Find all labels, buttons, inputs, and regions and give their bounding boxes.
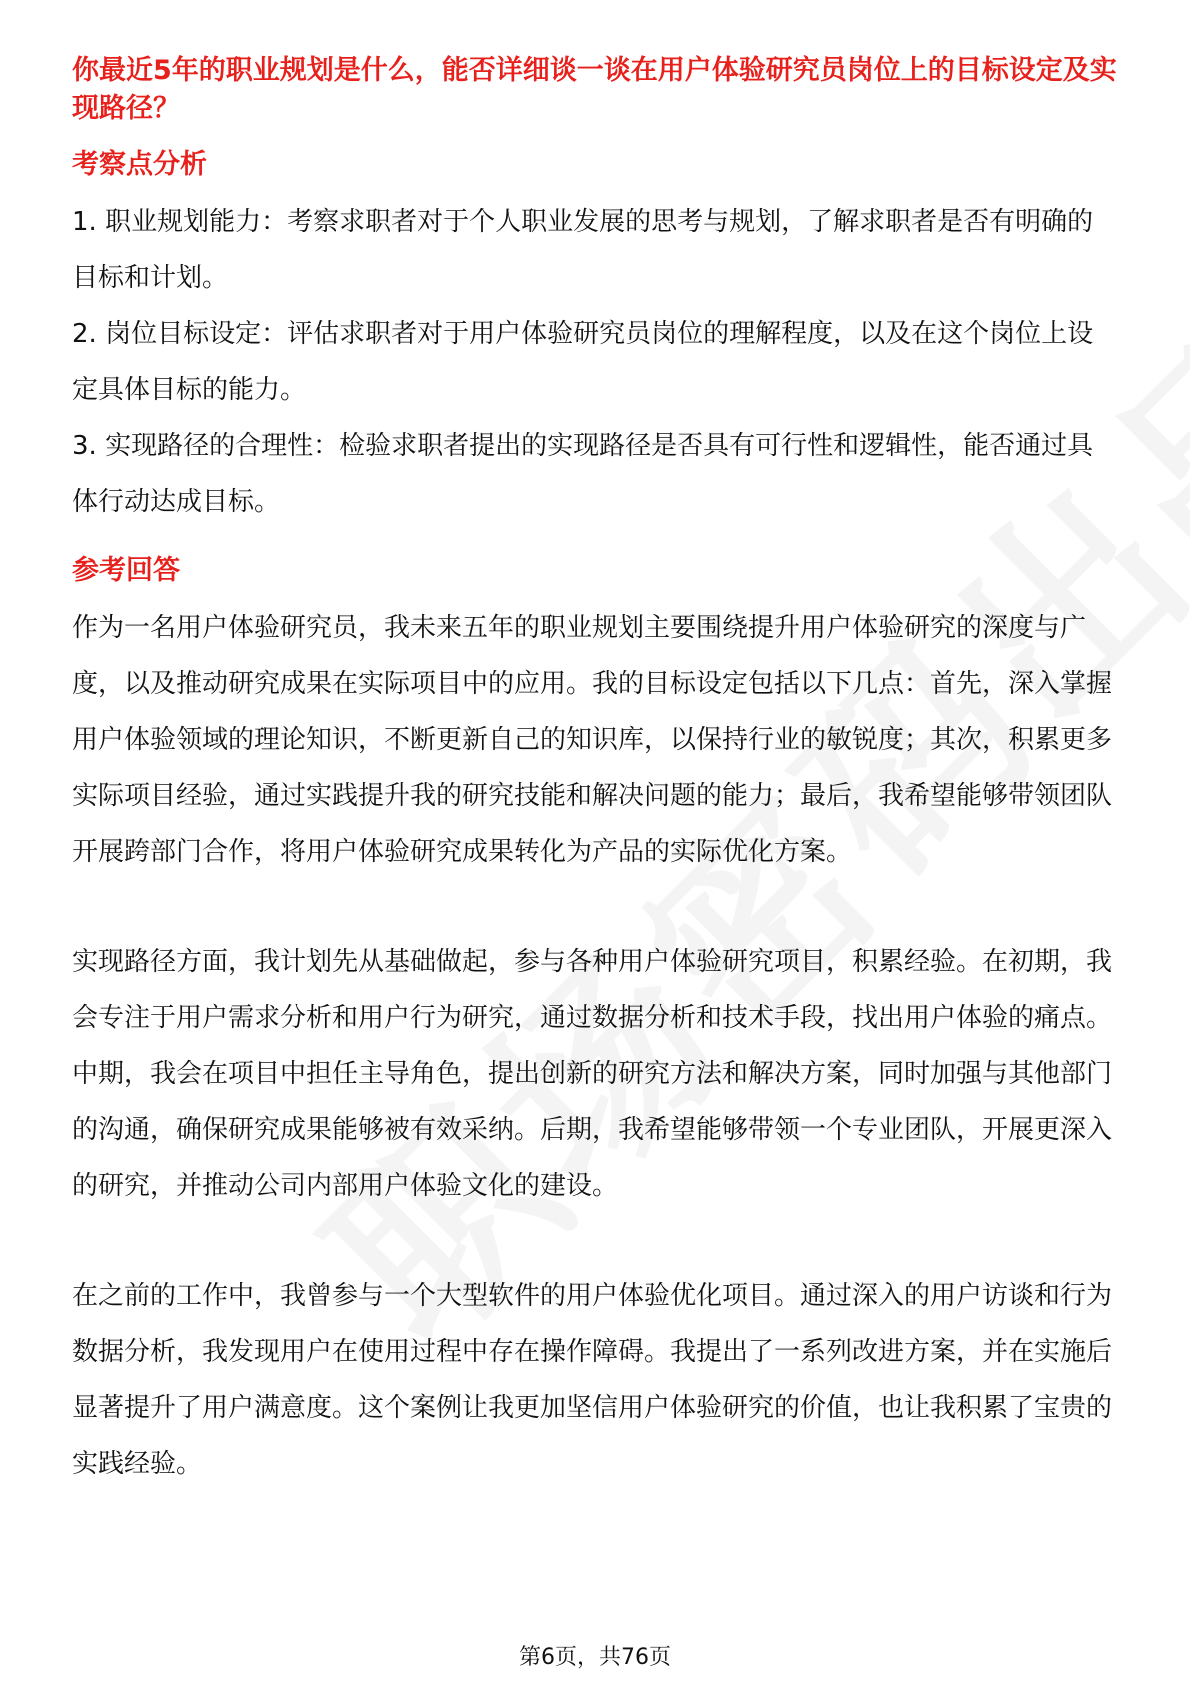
analysis-title: 考察点分析 bbox=[72, 149, 207, 180]
answer-paragraph-2: 实现路径方面，我计划先从基础做起，参与各种用户体验研究项目，积累经验。在初期，我会专注于用户需求分析和用户行为研究，通过数据分析和技术手段，找出用户体验的痛点。中期，我会在项目中担任主导角色，提出创新的研究方法和解决方案，同时加强与其他部门的沟通，确保研究成果能够被有效采纳。后期，我希望能够带领一个专业团队，开展更深入的研究，并推动公司内部用户体验文化的建设。 bbox=[72, 947, 1113, 1201]
page-content bbox=[72, 52, 1117, 1492]
paragraph-spacer bbox=[72, 1214, 1117, 1268]
answer-paragraph-3: 在之前的工作中，我曾参与一个大型软件的用户体验优化项目。通过深入的用户访谈和行为数据分析，我发现用户在使用过程中存在操作障碍。我提出了一系列改进方案，并在实施后显著提升了用户满意度。这个案例让我更加坚信用户体验研究的价值，也让我积累了宝贵的实践经验。 bbox=[72, 1281, 1113, 1479]
paragraph-spacer bbox=[72, 880, 1117, 934]
question-heading: 你最近5年的职业规划是什么，能否详细谈一谈在用户体验研究员岗位上的目标设定及实现路径？ bbox=[72, 55, 1117, 124]
analysis-point-1: 1. 职业规划能力：考察求职者对于个人职业发展的思考与规划，了解求职者是否有明确的目标和计划。 bbox=[72, 207, 1094, 293]
answer-title: 参考回答 bbox=[72, 555, 180, 586]
page-number: 第6页，共76页 bbox=[519, 1645, 671, 1670]
analysis-point-2: 2. 岗位目标设定：评估求职者对于用户体验研究员岗位的理解程度，以及在这个岗位上设定具体目标的能力。 bbox=[72, 319, 1094, 405]
answer-paragraph-1: 作为一名用户体验研究员，我未来五年的职业规划主要围绕提升用户体验研究的深度与广度，以及推动研究成果在实际项目中的应用。我的目标设定包括以下几点：首先，深入掌握用户体验领域的理论知识，不断更新自己的知识库，以保持行业的敏锐度；其次，积累更多实际项目经验，通过实践提升我的研究技能和解决问题的能力；最后，我希望能够带领团队开展跨部门合作，将用户体验研究成果转化为产品的实际优化方案。 bbox=[72, 613, 1113, 867]
analysis-point-3: 3. 实现路径的合理性：检验求职者提出的实现路径是否具有可行性和逻辑性，能否通过具体行动达成目标。 bbox=[72, 431, 1094, 517]
